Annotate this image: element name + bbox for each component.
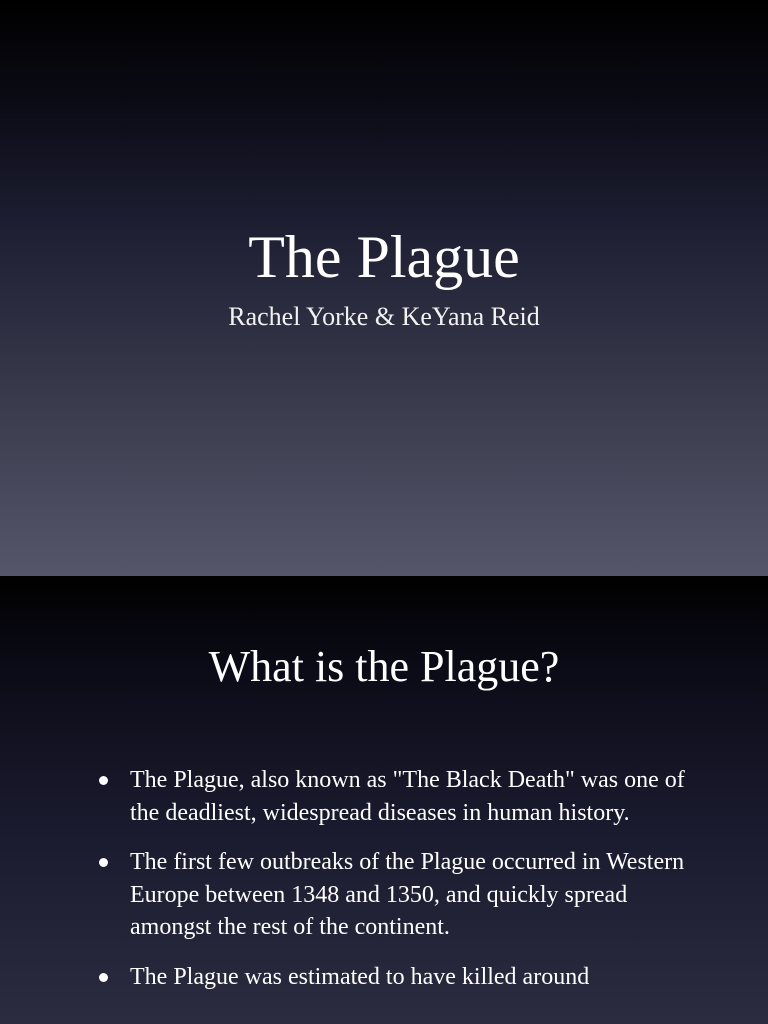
bullet-text: The Plague was estimated to have killed around: [130, 963, 590, 990]
bullet-icon: [99, 973, 108, 982]
presentation-title: The Plague: [248, 224, 520, 290]
bullet-list: [96, 764, 696, 1010]
presentation-authors: Rachel Yorke & KeYana Reid: [228, 302, 540, 331]
bullet-icon: [99, 858, 108, 867]
content-slide: [0, 576, 768, 1024]
bullet-item: [96, 961, 696, 994]
bullet-item: [96, 846, 696, 944]
bullet-text: The Plague, also known as "The Black Death" was one of the deadliest, widespread diseases in human history.: [130, 767, 685, 826]
slide-title: What is the Plague?: [208, 642, 560, 691]
bullet-item: [96, 764, 696, 829]
bullet-text: The first few outbreaks of the Plague occurred in Western Europe between 1348 and 1350, and quickly spread amongst the rest of the continent.: [130, 849, 685, 940]
bullet-icon: [99, 776, 108, 785]
